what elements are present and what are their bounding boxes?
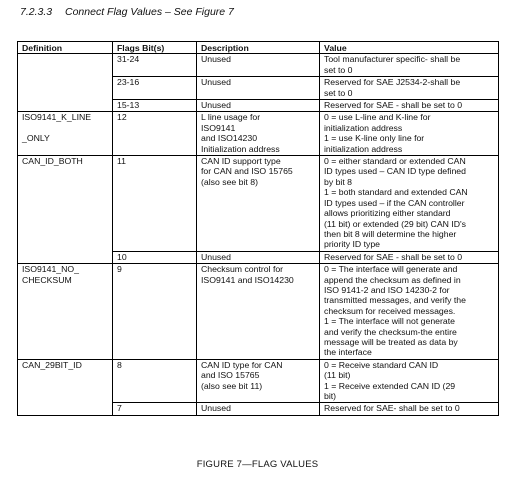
definition-cell: CAN_ID_BOTH — [18, 156, 113, 264]
description-cell: L line usage for ISO9141 and ISO14230 Initialization address — [197, 112, 320, 156]
section-heading — [20, 6, 234, 18]
table-row — [18, 54, 499, 77]
description-cell: Unused — [197, 100, 320, 112]
figure-caption: FIGURE 7—FLAG VALUES — [196, 459, 319, 470]
table-row — [18, 264, 499, 360]
bits-cell: 15-13 — [113, 100, 197, 112]
value-cell: Reserved for SAE- shall be set to 0 — [320, 403, 499, 415]
description-cell: Checksum control for ISO9141 and ISO14230 — [197, 264, 320, 360]
bits-cell: 12 — [113, 112, 197, 156]
bits-cell: 10 — [113, 251, 197, 263]
bits-cell: 23-16 — [113, 77, 197, 100]
table-row — [18, 112, 499, 156]
section-title: Connect Flag Values – See Figure 7 — [65, 6, 234, 18]
value-cell: 0 = The interface will generate and append the checksum as defined in ISO 9141-2 and ISO 14230-2 for transmitted messages, and verify the checksum for received messages. 1 = The interface will not generate and verify the checksum-the entire message will be treated as data by the interface — [320, 264, 499, 360]
value-cell: 0 = either standard or extended CAN ID types used – CAN ID type defined by bit 8 1 = both standard and extended CAN ID types used – if the CAN controller allows prioritizing either standard (11 bit) or extended (29 bit) CAN ID's then bit 8 will determine the higher priority ID type — [320, 156, 499, 252]
flag-values-table — [17, 41, 499, 416]
description-cell: Unused — [197, 403, 320, 415]
bits-cell: 7 — [113, 403, 197, 415]
header-value: Value — [320, 42, 499, 54]
section-number: 7.2.3.3 — [20, 6, 53, 18]
header-flags-bits: Flags Bit(s) — [113, 42, 197, 54]
description-cell: Unused — [197, 54, 320, 77]
bits-cell: 8 — [113, 359, 197, 403]
description-cell: CAN ID type for CAN and ISO 15765 (also see bit 11) — [197, 359, 320, 403]
table-row — [18, 156, 499, 252]
header-description: Description — [197, 42, 320, 54]
bits-cell: 31-24 — [113, 54, 197, 77]
value-cell: Reserved for SAE - shall be set to 0 — [320, 251, 499, 263]
definition-cell: ISO9141_K_LINE _ONLY — [18, 112, 113, 156]
table-row — [18, 359, 499, 403]
description-cell: Unused — [197, 251, 320, 263]
bits-cell: 9 — [113, 264, 197, 360]
value-cell: Tool manufacturer specific- shall be set to 0 — [320, 54, 499, 77]
value-cell: 0 = Receive standard CAN ID (11 bit) 1 = Receive extended CAN ID (29 bit) — [320, 359, 499, 403]
bits-cell: 11 — [113, 156, 197, 252]
definition-cell: CAN_29BIT_ID — [18, 359, 113, 415]
definition-cell — [18, 54, 113, 112]
table-header-row — [18, 42, 499, 54]
value-cell: 0 = use L-line and K-line for initialization address 1 = use K-line only line for initialization address — [320, 112, 499, 156]
value-cell: Reserved for SAE J2534-2-shall be set to 0 — [320, 77, 499, 100]
definition-cell: ISO9141_NO_ CHECKSUM — [18, 264, 113, 360]
header-definition: Definition — [18, 42, 113, 54]
value-cell: Reserved for SAE - shall be set to 0 — [320, 100, 499, 112]
description-cell: CAN ID support type for CAN and ISO 15765 (also see bit 8) — [197, 156, 320, 252]
description-cell: Unused — [197, 77, 320, 100]
